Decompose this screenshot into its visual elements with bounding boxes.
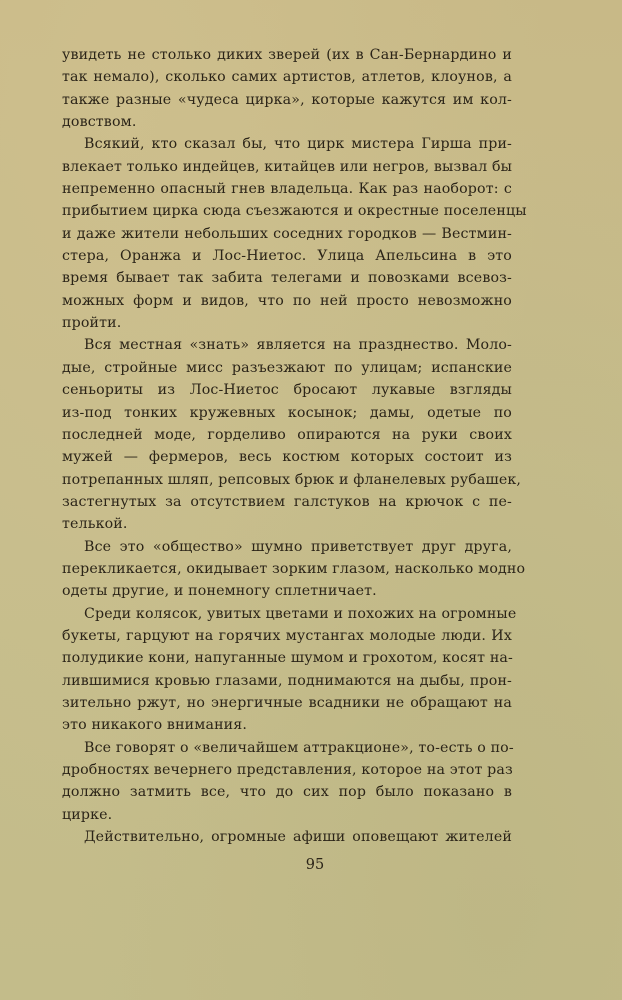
text-line: Всякий, кто сказал бы, что цирк мистера Гирша при- xyxy=(84,136,512,153)
text-line: застегнутых за отсутствием галстуков на крючок с пе- xyxy=(62,493,512,510)
text-line: Все говорят о «величайшем аттракционе», то-есть о по- xyxy=(84,739,514,756)
text-line: одеты другие, и понемногу сплетничает. xyxy=(62,583,377,600)
text-line: и даже жители небольших соседних городков — Вестмин- xyxy=(62,225,512,242)
text-line: так немало), сколько самих артистов, атлетов, клоунов, а xyxy=(62,69,512,86)
text-line: это никакого внимания. xyxy=(62,717,248,734)
text-line: непременно опасный гнев владельца. Как раз наоборот: с xyxy=(62,181,512,198)
text-line: также разные «чудеса цирка», которые кажутся им кол- xyxy=(62,91,512,108)
text-line: перекликается, окидывает зорким глазом, насколько модно xyxy=(62,560,526,577)
text-line: увидеть не столько диких зверей (их в Сан-Бернардино и xyxy=(62,47,512,63)
text-line: пройти. xyxy=(62,315,122,332)
text-line: Действительно, огромные афиши оповещают жителей xyxy=(84,829,512,846)
paragraph xyxy=(62,737,512,826)
text-line: потрепанных шляп, репсовых брюк и фланелевых рубашек, xyxy=(62,471,522,488)
text-line: последней моде, горделиво опираются на руки своих xyxy=(62,426,512,443)
text-line: цирке. xyxy=(62,806,113,823)
text-line: сеньориты из Лос-Ниетос бросают лукавые взгляды xyxy=(62,382,512,399)
text-line: время бывает так забита телегами и повозками всевоз- xyxy=(62,270,512,287)
text-line: стера, Оранжа и Лос-Ниетос. Улица Апельсина в это xyxy=(62,248,512,265)
text-line: полудикие кони, напуганные шумом и грохотом, косят на- xyxy=(62,650,513,667)
text-line: зительно ржут, но энергичные всадники не обращают на xyxy=(62,694,512,711)
text-line: из-под тонких кружевных косынок; дамы, одетые по xyxy=(62,404,512,421)
text-line: лившимися кровью глазами, поднимаются на дыбы, прон- xyxy=(62,672,512,689)
text-line: дробностях вечернего представления, которое на этот раз xyxy=(62,762,513,778)
text-line: можных форм и видов, что по ней просто невозможно xyxy=(62,292,512,309)
page-number: 95 xyxy=(305,857,325,873)
paragraph xyxy=(62,536,526,603)
text-line: телькой. xyxy=(62,516,128,533)
text-line: дые, стройные мисс разъезжают по улицам; испанские xyxy=(62,359,512,376)
text-line: довством. xyxy=(62,114,137,131)
body-text xyxy=(62,44,527,848)
text-line: мужей — фермеров, весь костюм которых состоит из xyxy=(62,449,512,466)
paragraph xyxy=(62,603,517,737)
paragraph xyxy=(62,826,512,848)
text-line: прибытием цирка сюда съезжаются и окрестные поселенцы xyxy=(62,203,527,220)
text-line: Вся местная «знать» является на празднество. Моло- xyxy=(84,337,512,354)
paragraph xyxy=(62,133,527,334)
paragraph xyxy=(62,334,522,535)
text-line: букеты, гарцуют на горячих мустангах молодые люди. Их xyxy=(62,627,512,644)
text-line: Все это «общество» шумно приветствует друг друга, xyxy=(84,538,512,555)
paragraph xyxy=(62,44,512,133)
text-line: Среди колясок, увитых цветами и похожих на огромные xyxy=(84,605,517,622)
text-line: должно затмить все, что до сих пор было показано в xyxy=(62,784,512,801)
text-line: влекает только индейцев, китайцев или негров, вызвал бы xyxy=(62,158,513,175)
